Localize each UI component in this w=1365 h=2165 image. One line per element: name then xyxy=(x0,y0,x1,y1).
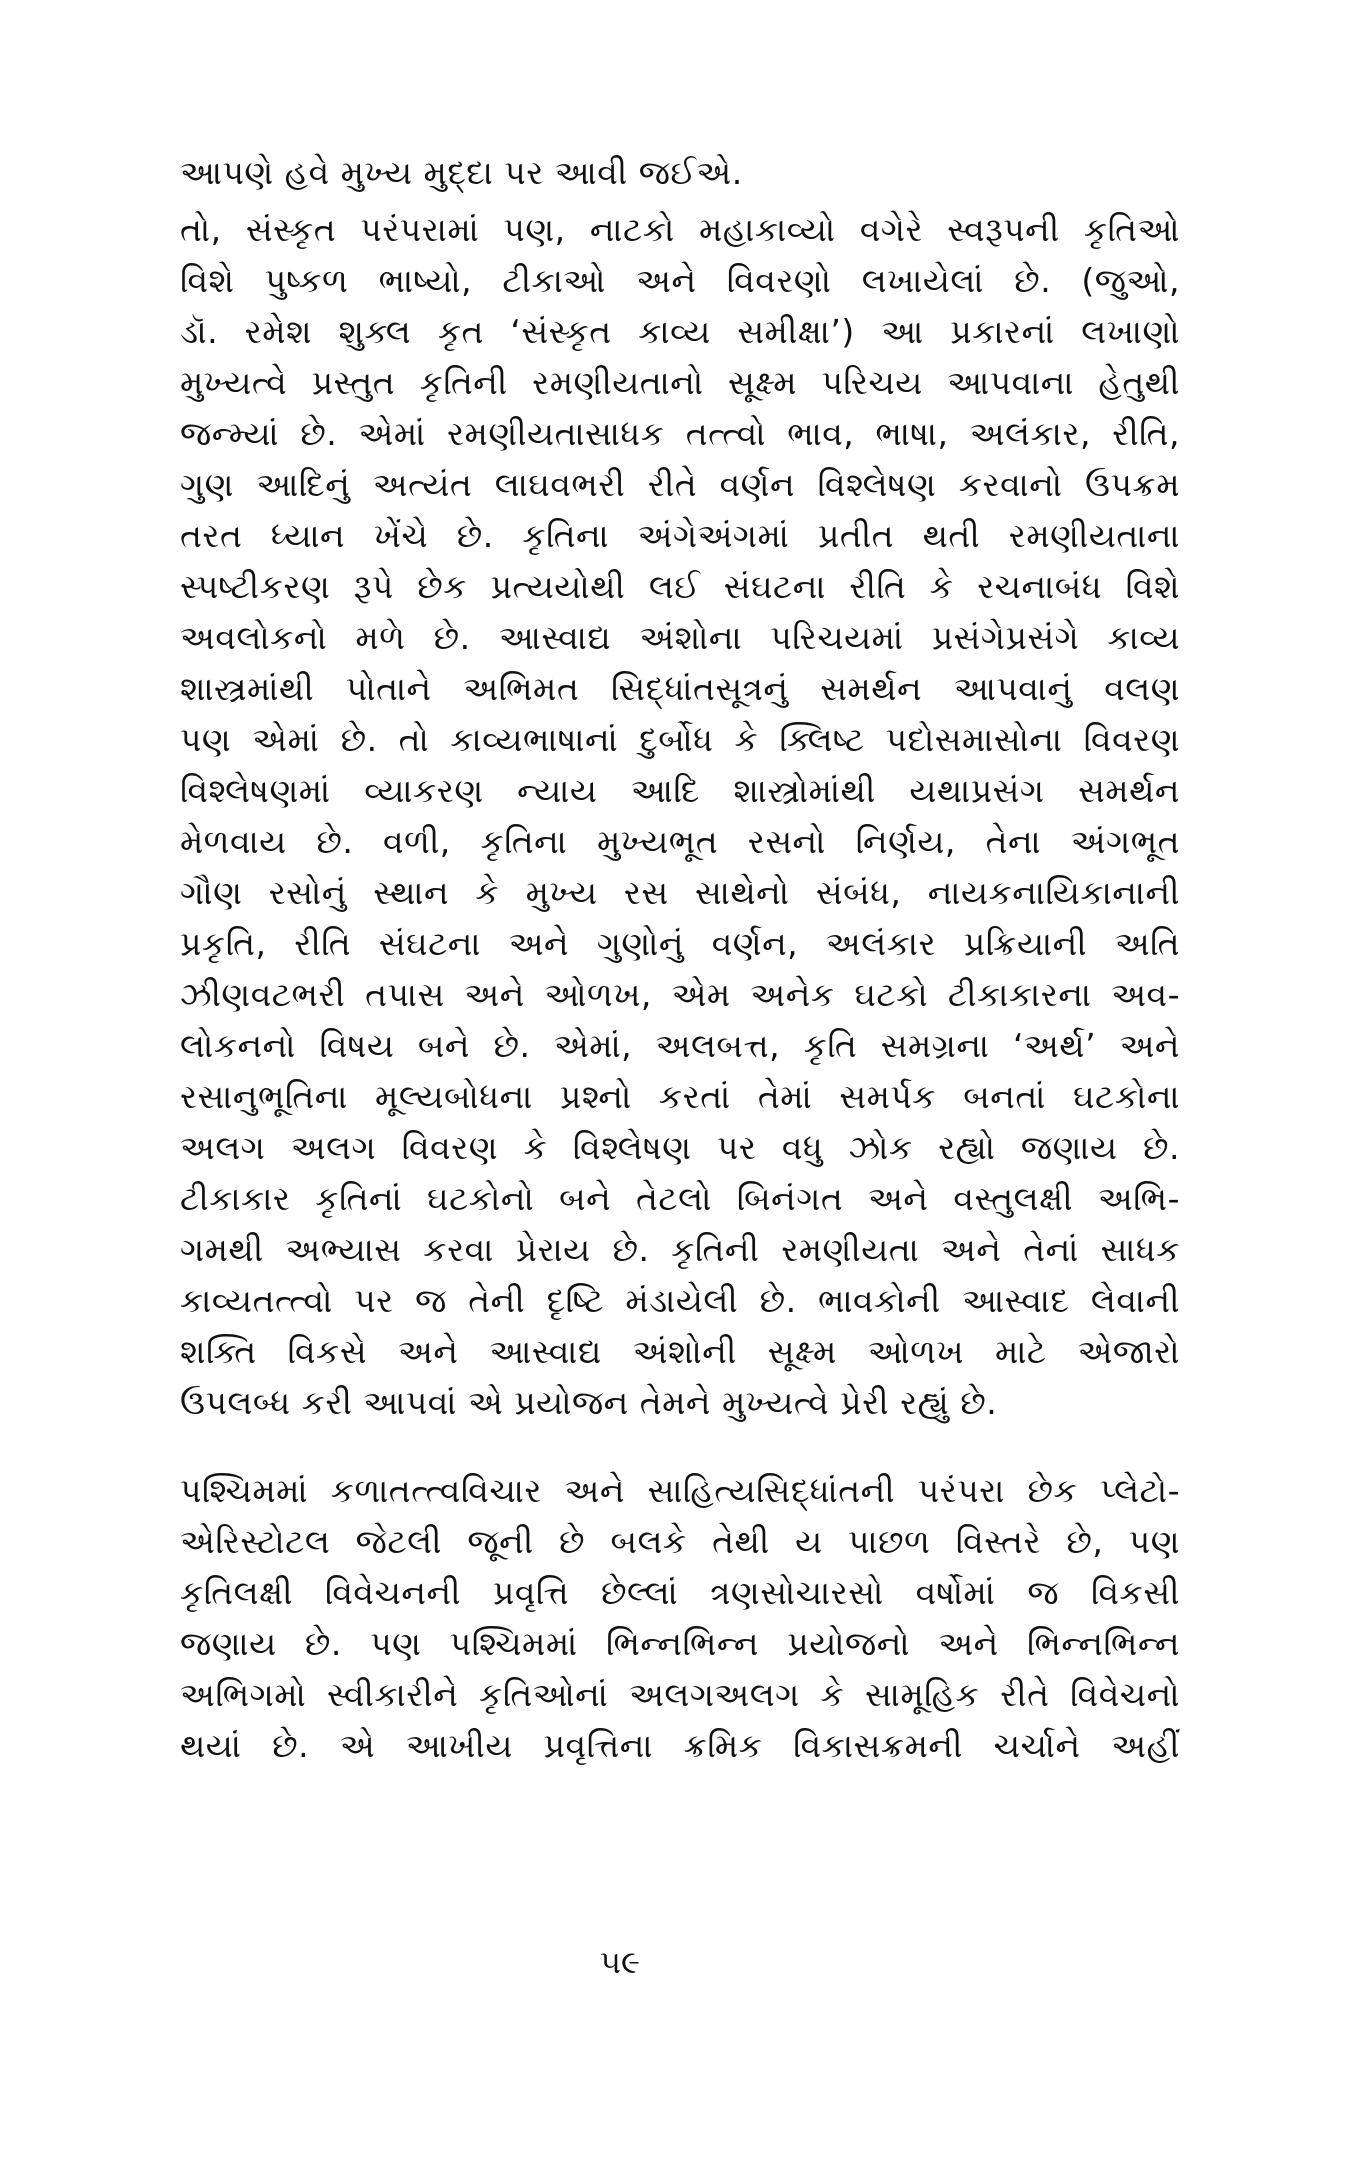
text-line-27: એરિસ્ટોટલ જેટલી જૂની છે બલકે તેથી ય પાછળ વિસ્તરે છે, પણ xyxy=(180,1522,1180,1561)
text-line-17: ઝીણવટભરી તપાસ અને ઓળખ, એમ અનેક ઘટકો ટીકાકારના અવ- xyxy=(180,975,1180,1014)
page-number: ૫૯ xyxy=(600,1943,640,1981)
text-line-22: ગમથી અભ્યાસ કરવા પ્રેરાય છે. કૃતિની રમણીયતા અને તેનાં સાધક xyxy=(180,1230,1180,1269)
text-line-6: જન્મ્યાં છે. એમાં રમણીયતાસાધક તત્ત્વો ભાવ, ભાષા, અલંકાર, રીતિ, xyxy=(180,414,1180,453)
text-line-31: થયાં છે. એ આખીય પ્રવૃત્તિના ક્રમિક વિકાસક્રમની ચર્ચાને અહીં xyxy=(180,1726,1180,1765)
text-line-21: ટીકાકાર કૃતિનાં ઘટકોનો બને તેટલો બિનંગત અને વસ્તુલક્ષી અભિ- xyxy=(180,1179,1180,1218)
text-line-4: ડૉ. રમેશ શુક્લ કૃત ‘સંસ્કૃત કાવ્ય સમીક્ષા’) આ પ્રકારનાં લખાણો xyxy=(180,312,1180,351)
text-line-7: ગુણ આદિનું અત્યંત લાઘવભરી રીતે વર્ણન વિશ્લેષણ કરવાનો ઉપક્રમ xyxy=(180,465,1180,504)
text-line-11: શાસ્ત્રમાંથી પોતાને અભિમત સિદ્ધાંતસૂત્રનું સમર્થન આપવાનું વલણ xyxy=(180,669,1180,708)
text-line-23: કાવ્યતત્ત્વો પર જ તેની દૃષ્ટિ મંડાયેલી છે. ભાવકોની આસ્વાદ લેવાની xyxy=(180,1281,1180,1320)
text-line-18: લોકનનો વિષય બને છે. એમાં, અલબત્ત, કૃતિ સમગ્રના ‘અર્થ’ અને xyxy=(180,1026,1180,1065)
text-line-26: પશ્ચિમમાં કળાતત્ત્વવિચાર અને સાહિત્યસિદ્ધાંતની પરંપરા છેક પ્લેટો- xyxy=(180,1471,1180,1510)
text-line-19: રસાનુભૂતિના મૂલ્યબોધના પ્રશ્નો કરતાં તેમાં સમર્પક બનતાં ઘટકોના xyxy=(180,1077,1180,1116)
text-line-3: વિશે પુષ્કળ ભાષ્યો, ટીકાઓ અને વિવરણો લખાયેલાં છે. (જુઓ, xyxy=(180,261,1180,300)
text-line-29: જણાય છે. પણ પશ્ચિમમાં ભિન્નભિન્ન પ્રયોજનો અને ભિન્નભિન્ન xyxy=(180,1624,1180,1663)
text-line-28: કૃતિલક્ષી વિવેચનની પ્રવૃત્તિ છેલ્લાં ત્રણસોચારસો વર્ષોમાં જ વિકસી xyxy=(180,1573,1180,1612)
text-line-13: વિશ્લેષણમાં વ્યાકરણ ન્યાય આદિ શાસ્ત્રોમાંથી યથાપ્રસંગ સમર્થન xyxy=(180,771,1180,810)
text-line-20: અલગ અલગ વિવરણ કે વિશ્લેષણ પર વધુ ઝોક રહ્યો જણાય છે. xyxy=(180,1128,1180,1167)
text-line-1: આપણે હવે મુખ્ય મુદ્દા પર આવી જઈએ. xyxy=(180,153,743,192)
text-line-14: મેળવાય છે. વળી, કૃતિના મુખ્યભૂત રસનો નિર્ણય, તેના અંગભૂત xyxy=(180,822,1180,861)
text-line-16: પ્રકૃતિ, રીતિ સંઘટના અને ગુણોનું વર્ણન, અલંકાર પ્રક્રિયાની અતિ xyxy=(180,924,1180,963)
text-line-8: તરત ધ્યાન ખેંચે છે. કૃતિના અંગેઅંગમાં પ્રતીત થતી રમણીયતાના xyxy=(180,516,1180,555)
text-line-2: તો, સંસ્કૃત પરંપરામાં પણ, નાટકો મહાકાવ્યો વગેરે સ્વરૂપની કૃતિઓ xyxy=(180,210,1180,249)
text-line-30: અભિગમો સ્વીકારીને કૃતિઓનાં અલગઅલગ કે સામૂહિક રીતે વિવેચનો xyxy=(180,1675,1180,1714)
text-line-15: ગૌણ રસોનું સ્થાન કે મુખ્ય રસ સાથેનો સંબંધ, નાયકનાયિકાનાની xyxy=(180,873,1180,912)
text-line-24: શક્તિ વિકસે અને આસ્વાદ્ય અંશોની સૂક્ષ્મ ઓળખ માટે એજારો xyxy=(180,1332,1180,1371)
text-line-12: પણ એમાં છે. તો કાવ્યભાષાનાં દુર્બોધ કે ક્લિષ્ટ પદોસમાસોના વિવરણ xyxy=(180,720,1180,759)
text-line-10: અવલોકનો મળે છે. આસ્વાદ્ય અંશોના પરિચયમાં પ્રસંગેપ્રસંગે કાવ્ય xyxy=(180,618,1180,657)
text-line-25: ઉપલબ્ધ કરી આપવાં એ પ્રયોજન તેમને મુખ્યત્વે પ્રેરી રહ્યું છે. xyxy=(180,1383,998,1422)
text-line-5: મુખ્યત્વે પ્રસ્તુત કૃતિની રમણીયતાનો સૂક્ષ્મ પરિચય આપવાના હેતુથી xyxy=(180,363,1180,402)
text-line-9: સ્પષ્ટીકરણ રૂપે છેક પ્રત્યયોથી લઈ સંઘટના રીતિ કે રચનાબંધ વિશે xyxy=(180,567,1180,606)
